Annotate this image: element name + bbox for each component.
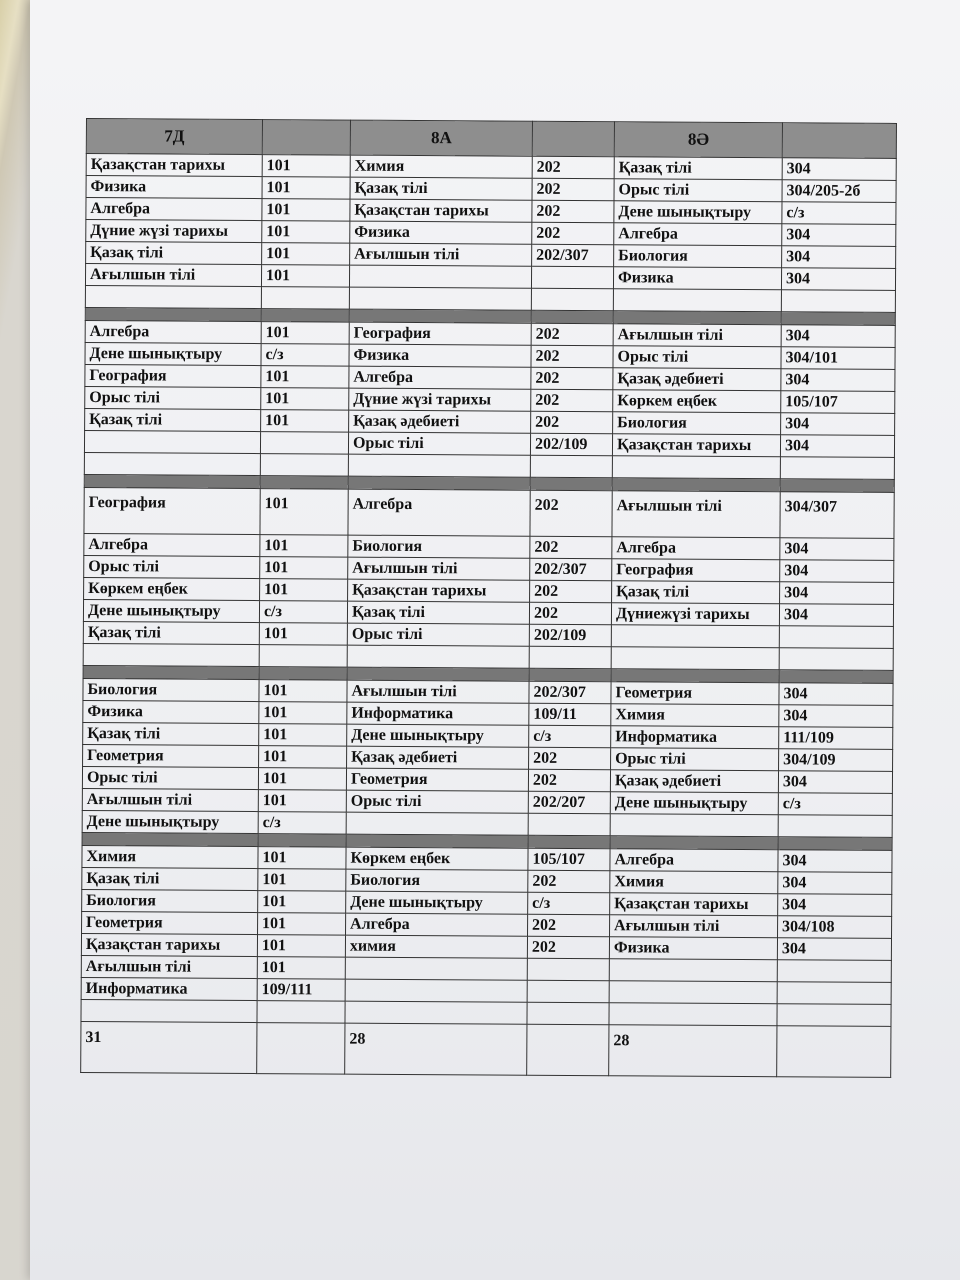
subject-cell: География [84, 487, 260, 534]
room-cell: 202 [530, 536, 612, 559]
subject-cell: Қазақ тілі [83, 621, 259, 644]
room-cell: 202 [528, 870, 610, 893]
lesson-row [84, 487, 894, 538]
subject-cell: Физика [350, 221, 532, 244]
subject-cell [610, 836, 778, 850]
subject-cell: Биология [346, 869, 528, 892]
room-cell: 304 [780, 560, 894, 583]
room-cell [529, 646, 611, 669]
subject-cell [83, 643, 259, 666]
room-cell [527, 1002, 609, 1025]
room-cell: 101 [258, 913, 346, 936]
room-cell: 304/108 [778, 916, 892, 939]
subject-cell: Қазақ әдебиеті [349, 410, 531, 433]
subject-cell: Қазақстан тарихы [350, 199, 532, 222]
subject-cell [345, 1001, 527, 1024]
subject-cell: Алгебра [346, 913, 528, 936]
subject-cell: Орыс тілі [611, 748, 779, 771]
room-cell [261, 309, 349, 323]
subject-cell: Ағылшын тілі [347, 680, 529, 703]
subject-cell: Қазақ тілі [83, 722, 259, 745]
subject-cell: Қазақ әдебиеті [347, 746, 529, 769]
subject-cell [610, 814, 778, 837]
room-cell: 202/307 [530, 558, 612, 581]
room-cell: 101 [260, 579, 348, 602]
subject-cell: Алгебра [85, 320, 261, 343]
subject-cell [609, 981, 777, 1004]
room-cell: 101 [261, 322, 349, 345]
subject-cell: Информатика [81, 977, 257, 1000]
subject-cell: Алгебра [86, 198, 262, 221]
room-cell: 202 [531, 345, 613, 368]
subject-cell: Орыс тілі [348, 432, 530, 455]
subject-cell: Қазақ тілі [612, 581, 780, 604]
room-cell: 202/307 [532, 244, 614, 267]
room-cell: 202 [531, 411, 613, 434]
room-cell: 304 [779, 683, 893, 706]
room-cell: с/з [261, 344, 349, 367]
subject-cell [85, 285, 261, 308]
room-cell: 304 [778, 771, 892, 794]
room-cell [531, 288, 613, 311]
subject-cell: Қазақ тілі [350, 177, 532, 200]
subject-cell: Алгебра [610, 849, 778, 872]
room-cell: с/з [528, 892, 610, 915]
subject-cell [611, 669, 779, 683]
subject-cell: Алгебра [614, 223, 782, 246]
room-cell [259, 667, 347, 681]
room-cell: 304 [778, 894, 892, 917]
room-cell: 101 [261, 410, 349, 433]
subject-cell [349, 309, 531, 323]
subject-cell: Дене шынықтыру [614, 201, 782, 224]
room-cell: 101 [258, 891, 346, 914]
room-cell: с/з [782, 202, 896, 225]
subject-cell [349, 287, 531, 310]
subject-cell: Химия [610, 871, 778, 894]
room-cell: 101 [262, 221, 350, 244]
room-cell: 202 [532, 200, 614, 223]
room-cell [782, 123, 896, 159]
room-cell: 304 [782, 224, 896, 247]
subject-cell: Дүние жүзі тарихы [86, 220, 262, 243]
subject-cell: Ағылшын тілі [81, 955, 257, 978]
subject-cell: Физика [83, 700, 259, 723]
subject-cell: Ағылшын тілі [612, 491, 780, 538]
subject-cell [346, 812, 528, 835]
subject-cell: Дене шынықтыру [85, 342, 261, 365]
room-cell: 105/107 [528, 848, 610, 871]
room-cell: 304 [780, 582, 894, 605]
room-cell [530, 477, 612, 491]
room-cell: 202 [529, 602, 611, 625]
subject-cell: Алгебра [84, 533, 260, 556]
subject-cell: Геометрия [611, 682, 779, 705]
room-cell: 101 [262, 155, 350, 178]
room-cell: 304 [780, 538, 894, 561]
subject-cell: Геометрия [346, 768, 528, 791]
subject-cell [85, 307, 261, 321]
schedule-sheet [80, 118, 896, 1078]
totals-row [81, 1021, 891, 1077]
subject-cell [611, 625, 779, 648]
subject-cell [349, 265, 531, 288]
room-cell: 101 [259, 702, 347, 725]
room-cell: 202 [532, 156, 614, 179]
room-cell: 101 [259, 746, 347, 769]
room-cell: 101 [261, 388, 349, 411]
subject-cell [82, 832, 258, 846]
subject-cell: Ағылшын тілі [350, 243, 532, 266]
room-cell: 111/109 [779, 727, 893, 750]
subject-cell: Көркем еңбек [613, 390, 781, 413]
subject-cell [84, 430, 260, 453]
subject-cell: 28 [609, 1025, 777, 1077]
subject-cell: Химия [350, 155, 532, 178]
room-cell: 304 [780, 435, 894, 458]
subject-cell: Дене шынықтыру [610, 792, 778, 815]
room-cell [260, 454, 348, 477]
subject-cell [347, 645, 529, 668]
room-cell [527, 958, 609, 981]
room-cell [779, 626, 893, 649]
subject-cell [609, 959, 777, 982]
subject-cell: Физика [609, 937, 777, 960]
room-cell: 101 [260, 535, 348, 558]
room-cell: 101 [259, 623, 347, 646]
subject-cell: География [349, 322, 531, 345]
subject-cell: Дүниежүзі тарихы [611, 603, 779, 626]
room-cell [777, 960, 891, 983]
subject-cell [348, 476, 530, 490]
room-cell: 202/307 [529, 681, 611, 704]
room-cell [781, 312, 895, 326]
room-cell [781, 290, 895, 313]
subject-cell: Орыс тілі [346, 790, 528, 813]
room-cell [777, 1004, 891, 1027]
room-cell: 304/307 [780, 492, 894, 539]
room-cell [531, 266, 613, 289]
room-cell [527, 1024, 609, 1075]
room-cell: 101 [257, 957, 345, 980]
subject-cell [84, 474, 260, 488]
room-cell [779, 648, 893, 671]
room-cell: 304 [778, 872, 892, 895]
paper-sheet [30, 0, 960, 1280]
subject-cell: Информатика [347, 702, 529, 725]
subject-cell [612, 456, 780, 479]
subject-cell: Биология [348, 535, 530, 558]
room-cell [531, 310, 613, 324]
subject-cell: Қазақстан тарихы [348, 579, 530, 602]
subject-cell: Алгебра [612, 537, 780, 560]
subject-cell: География [85, 364, 261, 387]
room-cell: 202 [530, 490, 612, 537]
subject-cell: 31 [81, 1021, 257, 1073]
room-cell [261, 287, 349, 310]
class-header-row [86, 119, 896, 159]
room-cell: 101 [259, 724, 347, 747]
subject-cell: Ағылшын тілі [85, 264, 261, 287]
subject-cell [345, 979, 527, 1002]
subject-cell: Дүние жүзі тарихы [349, 388, 531, 411]
subject-cell [613, 311, 781, 325]
room-cell [262, 120, 350, 156]
room-cell [260, 476, 348, 490]
room-cell: с/з [258, 812, 346, 835]
subject-cell: 8А [350, 120, 532, 156]
room-cell [258, 834, 346, 848]
room-cell: 109/111 [257, 979, 345, 1002]
room-cell [778, 837, 892, 851]
room-cell: 101 [258, 869, 346, 892]
room-cell: 101 [260, 489, 348, 536]
room-cell: 101 [262, 243, 350, 266]
subject-cell: Дене шынықтыру [346, 891, 528, 914]
room-cell: 202/207 [528, 791, 610, 814]
room-cell: 202 [531, 389, 613, 412]
subject-cell: Қазақстан тарихы [81, 933, 257, 956]
room-cell [257, 1023, 345, 1075]
subject-cell: Қазақстан тарихы [610, 893, 778, 916]
subject-cell: Физика [349, 344, 531, 367]
room-cell: 304 [782, 158, 896, 181]
subject-cell: Орыс тілі [614, 179, 782, 202]
subject-cell [613, 289, 781, 312]
subject-cell [81, 999, 257, 1022]
subject-cell: Дене шынықтыру [83, 599, 259, 622]
room-cell [532, 121, 614, 157]
subject-cell: Химия [611, 704, 779, 727]
room-cell: 202/109 [530, 433, 612, 456]
room-cell: 101 [258, 768, 346, 791]
subject-cell [348, 454, 530, 477]
subject-cell: Дене шынықтыру [347, 724, 529, 747]
subject-cell: Биология [82, 889, 258, 912]
room-cell: 101 [261, 265, 349, 288]
room-cell: 304 [781, 268, 895, 291]
subject-cell [83, 665, 259, 679]
subject-cell: Орыс тілі [347, 623, 529, 646]
subject-cell [609, 1003, 777, 1026]
subject-cell: Ағылшын тілі [610, 915, 778, 938]
subject-cell: Орыс тілі [82, 766, 258, 789]
subject-cell: химия [345, 935, 527, 958]
room-cell [778, 815, 892, 838]
room-cell: 101 [262, 199, 350, 222]
subject-cell [84, 452, 260, 475]
room-cell: 101 [258, 790, 346, 813]
subject-cell: Геометрия [82, 911, 258, 934]
room-cell [777, 1026, 891, 1078]
room-cell [259, 645, 347, 668]
room-cell [527, 980, 609, 1003]
subject-cell: Алгебра [348, 489, 530, 536]
schedule-table [80, 118, 897, 1078]
subject-cell: Химия [82, 845, 258, 868]
room-cell: 202 [531, 367, 613, 390]
subject-cell [611, 647, 779, 670]
room-cell: 202 [532, 178, 614, 201]
subject-cell [347, 667, 529, 681]
room-cell: 101 [258, 847, 346, 870]
room-cell: с/з [259, 601, 347, 624]
room-cell: 101 [259, 680, 347, 703]
room-cell: 202 [529, 747, 611, 770]
room-cell: 202 [528, 769, 610, 792]
subject-cell: Көркем еңбек [84, 577, 260, 600]
room-cell: 202 [532, 222, 614, 245]
room-cell: 101 [261, 366, 349, 389]
room-cell: с/з [778, 793, 892, 816]
subject-cell: Биология [614, 245, 782, 268]
subject-cell [346, 834, 528, 848]
room-cell [528, 813, 610, 836]
subject-cell: Физика [613, 267, 781, 290]
subject-cell [612, 478, 780, 492]
room-cell: 304 [779, 705, 893, 728]
room-cell: 304/109 [779, 749, 893, 772]
room-cell: 304 [781, 413, 895, 436]
subject-cell: 8Ә [614, 122, 782, 158]
subject-cell: Қазақ тілі [347, 601, 529, 624]
room-cell: с/з [529, 725, 611, 748]
subject-cell: Ағылшын тілі [613, 324, 781, 347]
room-cell: 202 [530, 580, 612, 603]
subject-cell: Қазақ әдебиеті [610, 770, 778, 793]
subject-cell: Қазақ әдебиеті [613, 368, 781, 391]
subject-cell: Қазақ тілі [82, 867, 258, 890]
room-cell: 304 [782, 246, 896, 269]
room-cell: 304 [778, 850, 892, 873]
room-cell: 202 [531, 323, 613, 346]
subject-cell: Ағылшын тілі [82, 788, 258, 811]
room-cell: 105/107 [781, 391, 895, 414]
subject-cell: Қазақ тілі [86, 242, 262, 265]
room-cell [260, 432, 348, 455]
subject-cell: Информатика [611, 726, 779, 749]
subject-cell: Биология [613, 412, 781, 435]
subject-cell: Алгебра [349, 366, 531, 389]
subject-cell [345, 957, 527, 980]
subject-cell: Орыс тілі [84, 555, 260, 578]
subject-cell: Қазақстан тарихы [86, 154, 262, 177]
subject-cell: Ағылшын тілі [348, 557, 530, 580]
subject-cell: География [612, 559, 780, 582]
room-cell: 304/205-2б [782, 180, 896, 203]
subject-cell: Көркем еңбек [346, 847, 528, 870]
subject-cell: 7Д [86, 119, 262, 155]
subject-cell: Қазақ тілі [614, 157, 782, 180]
room-cell [780, 457, 894, 480]
room-cell: 101 [260, 557, 348, 580]
room-cell [529, 668, 611, 682]
room-cell: 304 [777, 938, 891, 961]
room-cell: 304 [781, 369, 895, 392]
subject-cell: 28 [345, 1023, 527, 1075]
subject-cell: Қазақстан тарихы [612, 434, 780, 457]
subject-cell: Орыс тілі [85, 386, 261, 409]
room-cell: 202 [527, 936, 609, 959]
room-cell [777, 982, 891, 1005]
room-cell [530, 455, 612, 478]
room-cell: 101 [262, 177, 350, 200]
room-cell: 304/101 [781, 347, 895, 370]
room-cell [780, 479, 894, 493]
subject-cell: Дене шынықтыру [82, 810, 258, 833]
room-cell [257, 1001, 345, 1024]
room-cell: 101 [257, 935, 345, 958]
subject-cell: Геометрия [83, 744, 259, 767]
room-cell: 202/109 [529, 624, 611, 647]
room-cell: 304 [781, 325, 895, 348]
subject-cell: Физика [86, 176, 262, 199]
room-cell: 202 [528, 914, 610, 937]
room-cell: 109/11 [529, 703, 611, 726]
room-cell [779, 670, 893, 684]
subject-cell: Биология [83, 678, 259, 701]
subject-cell: Орыс тілі [613, 346, 781, 369]
room-cell [528, 835, 610, 849]
room-cell: 304 [779, 604, 893, 627]
subject-cell: Қазақ тілі [85, 408, 261, 431]
